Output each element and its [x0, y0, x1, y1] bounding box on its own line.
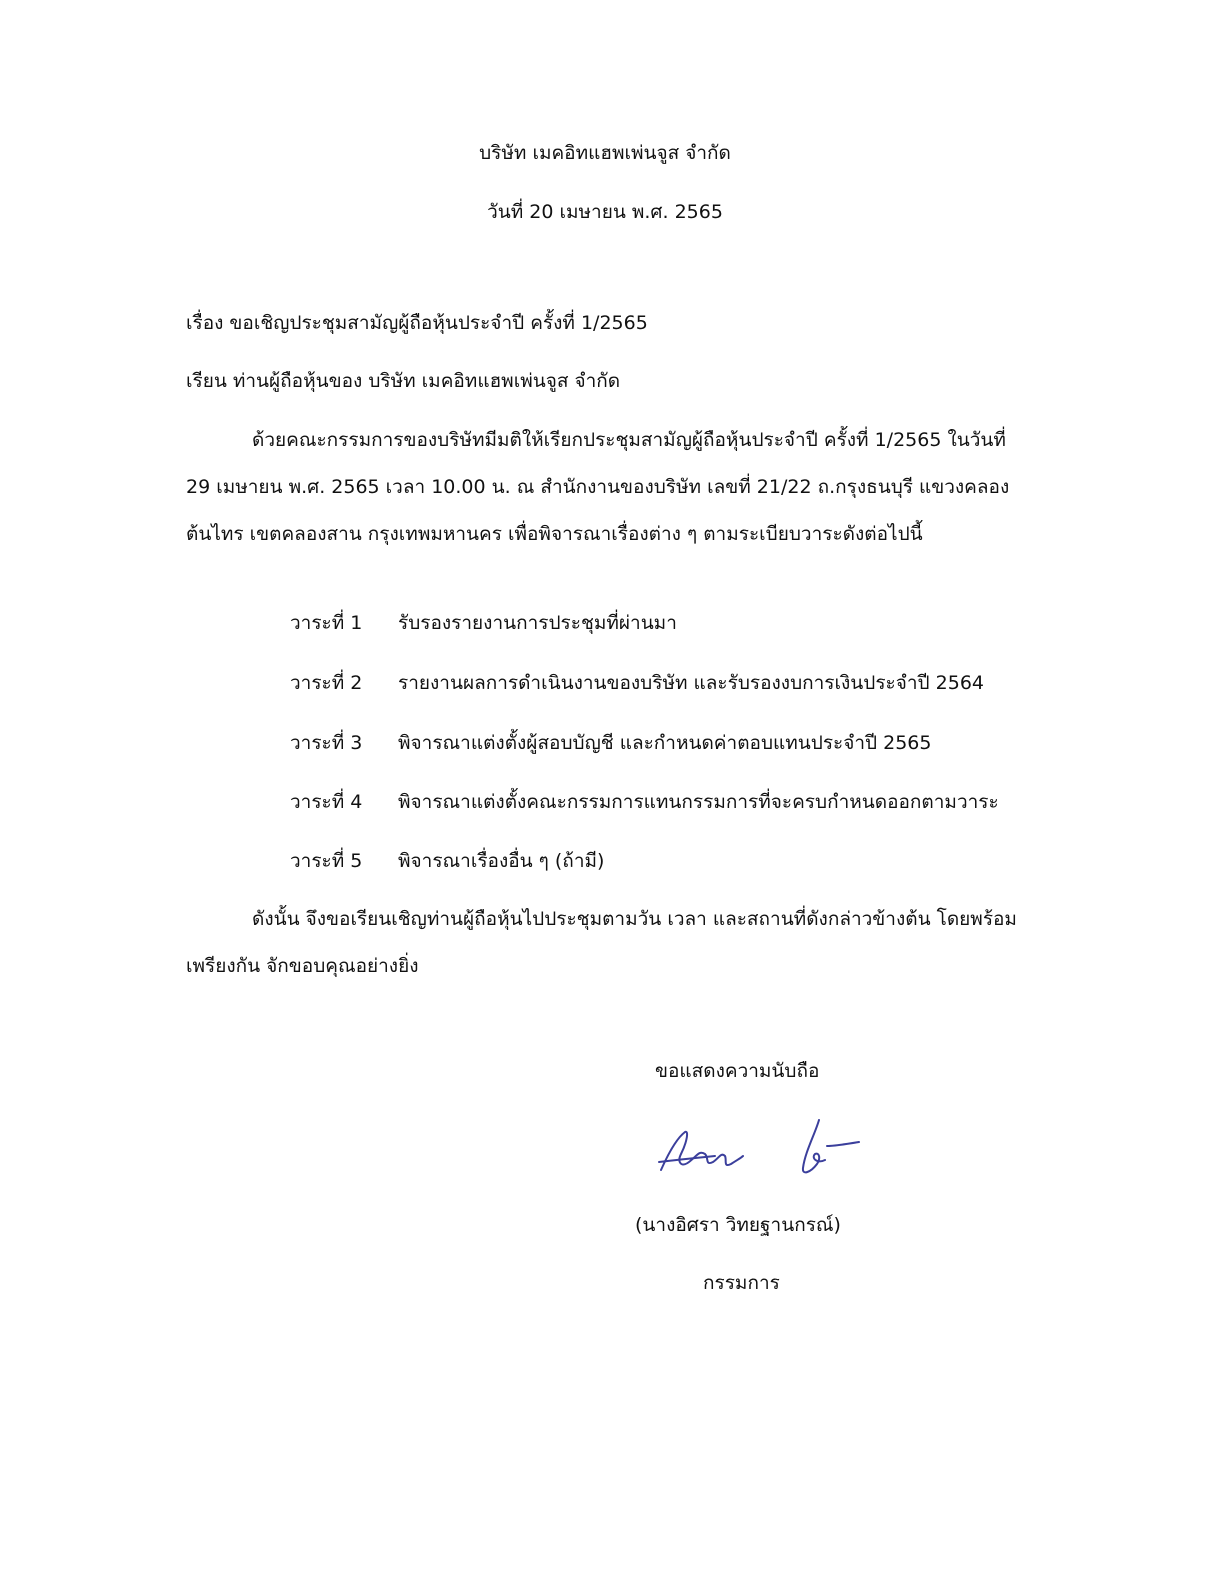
- agenda-item: [290, 730, 931, 756]
- agenda-item: [290, 610, 677, 636]
- signature-image: [655, 1112, 875, 1192]
- agenda-item-label: วาระที่ 3: [290, 732, 363, 754]
- agenda-item: [290, 848, 604, 874]
- agenda-item-text: พิจารณาแต่งตั้งคณะกรรมการแทนกรรมการที่จะครบกำหนดออกตามวาระ: [398, 791, 999, 813]
- intro-paragraph: ด้วยคณะกรรมการของบริษัทมีมติให้เรียกประชุมสามัญผู้ถือหุ้นประจำปี ครั้งที่ 1/2565 ในวันที่ 29 เมษายน พ.ศ. 2565 เวลา 10.00 น. ณ สำนักงานของบริษัท เลขที่ 21/22 ถ.กรุงธนบุรี แขวงคลองต้นไทร เขตคลองสาน กรุงเทพมหานคร เพื่อพิจารณาเรื่องต่าง ๆ ตามระเบียบวาระดังต่อไปนี้: [186, 429, 1010, 545]
- agenda-item-text: พิจารณาแต่งตั้งผู้สอบบัญชี และกำหนดค่าตอบแทนประจำปี 2565: [398, 732, 932, 754]
- agenda-item-text: รับรองรายงานการประชุมที่ผ่านมา: [398, 612, 677, 634]
- agenda-item-label: วาระที่ 5: [290, 850, 363, 872]
- closing-paragraph: ดังนั้น จึงขอเรียนเชิญท่านผู้ถือหุ้นไปประชุมตามวัน เวลา และสถานที่ดังกล่าวข้างต้น โดยพร้อมเพรียงกัน จักขอบคุณอย่างยิ่ง: [186, 908, 1017, 977]
- signatory-title: กรรมการ: [703, 1272, 780, 1294]
- letter-date: วันที่ 20 เมษายน พ.ศ. 2565: [487, 201, 723, 223]
- agenda-item: [290, 670, 984, 696]
- subject-line: เรื่อง ขอเชิญประชุมสามัญผู้ถือหุ้นประจำปี ครั้งที่ 1/2565: [186, 312, 648, 334]
- company-name: บริษัท เมคอิทแฮพเพ่นจูส จำกัด: [479, 142, 731, 164]
- agenda-item-text: พิจารณาเรื่องอื่น ๆ (ถ้ามี): [398, 850, 605, 872]
- salutation-line: เรียน ท่านผู้ถือหุ้นของ บริษัท เมคอิทแฮพเพ่นจูส จำกัด: [186, 370, 621, 392]
- agenda-item-label: วาระที่ 4: [290, 791, 363, 813]
- agenda-item-text: รายงานผลการดำเนินงานของบริษัท และรับรองงบการเงินประจำปี 2564: [398, 672, 984, 694]
- agenda-item: [290, 789, 999, 815]
- agenda-item-label: วาระที่ 1: [290, 612, 363, 634]
- signatory-name: (นางอิศรา วิทยฐานกรณ์): [635, 1214, 841, 1236]
- agenda-item-label: วาระที่ 2: [290, 672, 363, 694]
- closing-salutation: ขอแสดงความนับถือ: [655, 1060, 820, 1082]
